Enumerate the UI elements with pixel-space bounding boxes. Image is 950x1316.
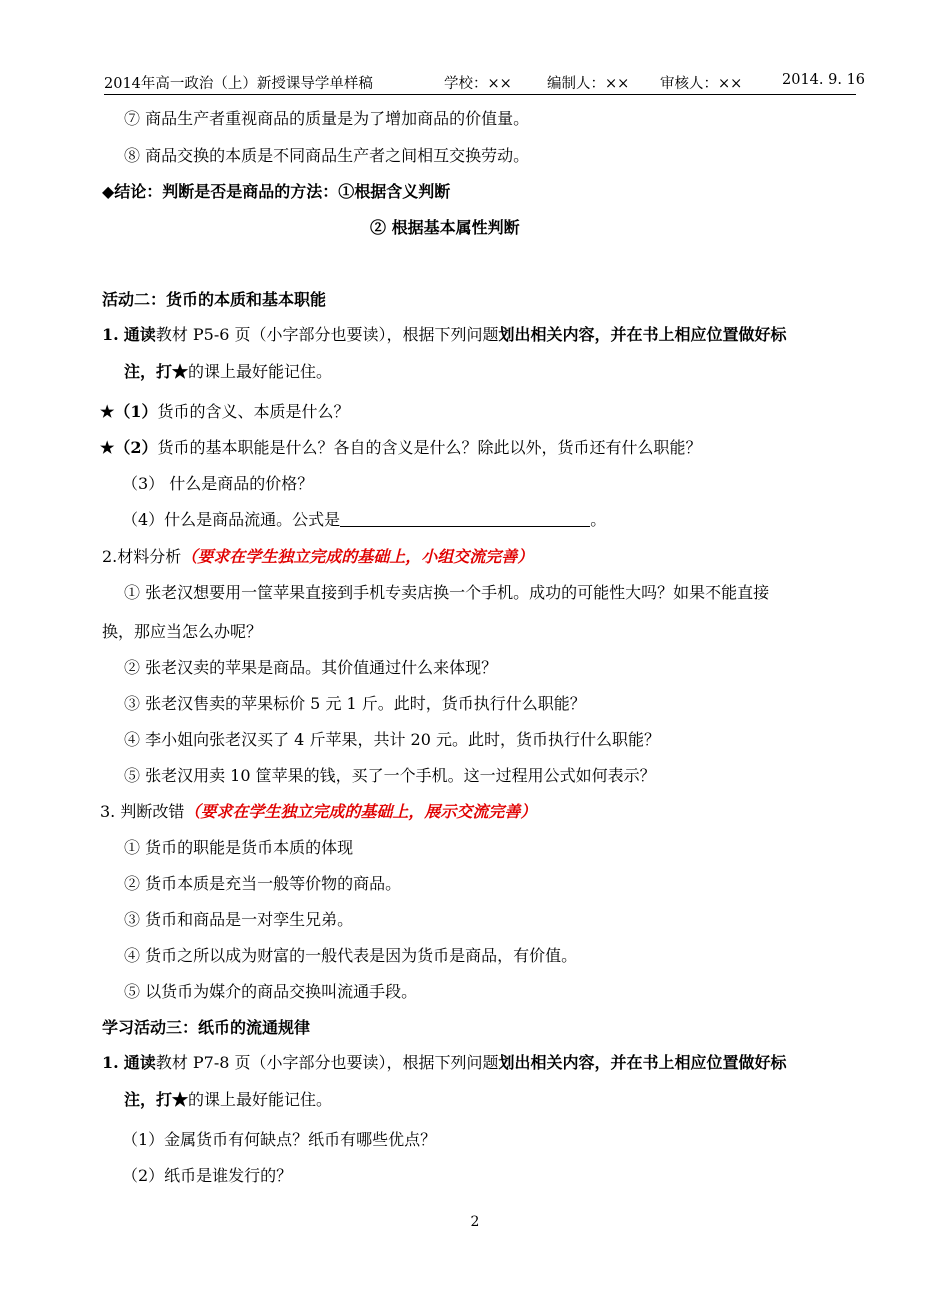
- instruction-remember: 的课上最好能记住。: [188, 362, 333, 381]
- question-4-text: （4）什么是商品流通。公式是: [122, 510, 341, 529]
- material-item-4: ④ 李小姐向张老汉买了 4 斤苹果，共计 20 元。此时，货币执行什么职能？: [124, 730, 660, 749]
- header-editor: 编制人：××: [547, 76, 630, 92]
- judgment-item-4: ④ 货币之所以成为财富的一般代表是因为货币是商品，有价值。: [124, 946, 578, 965]
- conclusion-line: ◆结论：判断是否是商品的方法：①根据含义判断: [102, 182, 451, 201]
- instruction-text: 教材 P5-6 页（小字部分也要读），根据下列问题: [155, 325, 499, 344]
- section-heading-activity-2: 活动二：货币的本质和基本职能: [102, 290, 327, 309]
- instruction-read-word: 通读: [123, 325, 156, 344]
- instruction-number: 1.: [102, 325, 119, 344]
- judgment-title: 3. 判断改错: [100, 802, 185, 821]
- instruction-line: [102, 325, 787, 345]
- material-analysis-requirement: （要求在学生独立完成的基础上，小组交流完善）: [181, 547, 534, 566]
- judgment-item-3: ③ 货币和商品是一对孪生兄弟。: [124, 910, 354, 929]
- paper-money-question-1: （1）金属货币有何缺点？纸币有哪些优点？: [122, 1130, 437, 1149]
- header-reviewer: 审核人：××: [660, 76, 743, 92]
- instruction-2-remember: 的课上最好能记住。: [188, 1090, 333, 1109]
- material-item-1: ① 张老汉想要用一筐苹果直接到手机专卖店换一个手机。成功的可能性大吗？如果不能直接: [124, 583, 770, 602]
- question-3: （3） 什么是商品的价格？: [122, 474, 314, 493]
- instruction-2-text: 教材 P7-8 页（小字部分也要读），根据下列问题: [155, 1053, 499, 1072]
- question-1: [100, 402, 350, 422]
- material-analysis-title: 2.材料分析: [102, 547, 182, 566]
- material-item-2: ② 张老汉卖的苹果是商品。其价值通过什么来体现？: [124, 658, 498, 677]
- page-number: 2: [470, 1214, 480, 1230]
- instruction-2-number: 1.: [102, 1053, 119, 1072]
- header-title: 2014年高一政治（上）新授课导学单样稿: [104, 76, 373, 92]
- instruction-line-cont: [124, 362, 332, 382]
- question-2-text: 货币的基本职能是什么？各自的含义是什么？除此以外，货币还有什么职能？: [157, 438, 702, 457]
- question-4: [122, 510, 606, 530]
- section-heading-activity-3: 学习活动三：纸币的流通规律: [102, 1018, 311, 1037]
- page-header: [104, 72, 866, 95]
- item-7: ⑦ 商品生产者重视商品的质量是为了增加商品的价值量。: [124, 109, 530, 128]
- material-item-5: ⑤ 张老汉用卖 10 筐苹果的钱，买了一个手机。这一过程用公式如何表示？: [124, 766, 656, 785]
- judgment-heading: [100, 802, 536, 822]
- instruction-2-star-note: 注，打★: [124, 1090, 189, 1109]
- instruction-line-2: [102, 1053, 787, 1073]
- judgment-item-2: ② 货币本质是充当一般等价物的商品。: [124, 874, 402, 893]
- item-8: ⑧ 商品交换的本质是不同商品生产者之间相互交换劳动。: [124, 146, 530, 165]
- header-school: 学校：××: [444, 76, 512, 92]
- question-4-end: 。: [590, 510, 607, 529]
- material-item-3: ③ 张老汉售卖的苹果标价 5 元 1 斤。此时，货币执行什么职能？: [124, 694, 586, 713]
- material-analysis-heading: [102, 547, 533, 567]
- question-2: [100, 438, 702, 458]
- question-2-label: ★（2）: [100, 438, 158, 457]
- formula-blank[interactable]: [340, 510, 590, 527]
- judgment-item-5: ⑤ 以货币为媒介的商品交换叫流通手段。: [124, 982, 418, 1001]
- conclusion-method-2: ② 根据基本属性判断: [370, 218, 520, 237]
- material-item-1-cont: 换，那应当怎么办呢？: [102, 622, 263, 641]
- header-date: 2014. 9. 16: [782, 72, 866, 88]
- judgment-item-1: ① 货币的职能是货币本质的体现: [124, 838, 354, 857]
- judgment-requirement: （要求在学生独立完成的基础上，展示交流完善）: [184, 802, 537, 821]
- instruction-star-note: 注，打★: [124, 362, 189, 381]
- instruction-2-emphasis: 划出相关内容，并在书上相应位置做好标: [498, 1053, 787, 1072]
- question-1-label: ★（1）: [100, 402, 158, 421]
- paper-money-question-2: （2）纸币是谁发行的？: [122, 1166, 293, 1185]
- instruction-emphasis: 划出相关内容，并在书上相应位置做好标: [498, 325, 787, 344]
- instruction-2-read-word: 通读: [123, 1053, 156, 1072]
- question-1-text: 货币的含义、本质是什么？: [157, 402, 350, 421]
- instruction-line-2-cont: [124, 1090, 332, 1110]
